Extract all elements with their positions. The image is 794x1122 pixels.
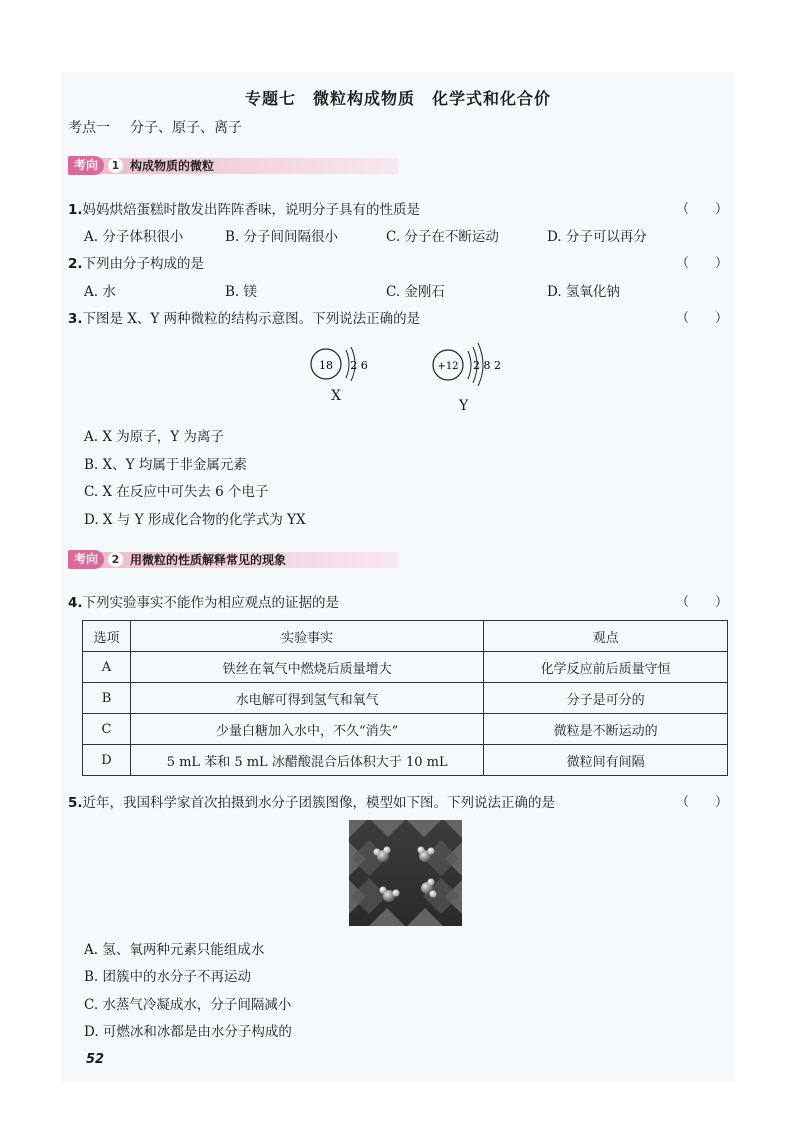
q3-option-c: C. X 在反应中可失去 6 个电子: [84, 484, 269, 500]
nucleus-charge: +12: [437, 361, 459, 372]
question-4-stem: 4.下列实验事实不能作为相应观点的证据的是: [68, 595, 340, 611]
question-number: 4.: [68, 595, 83, 611]
question-5-stem: 5.近年，我国科学家首次拍摄到水分子团簇图像，模型如下图。下列说法正确的是: [68, 795, 556, 811]
section-tag: 考向: [68, 550, 104, 569]
question-number: 1.: [68, 202, 83, 218]
electron-counts: 2 8 2: [473, 359, 501, 372]
table-row: [83, 652, 728, 683]
table-cell: A: [83, 652, 131, 683]
q2-option-d: D. 氢氧化钠: [547, 284, 620, 300]
table-row: [83, 745, 728, 776]
q1-option-d: D. 分子可以再分: [547, 229, 647, 245]
table-cell: 铁丝在氧气中燃烧后质量增大: [130, 652, 483, 683]
question-1-stem: 1.妈妈烘焙蛋糕时散发出阵阵香味，说明分子具有的性质是: [68, 202, 421, 218]
table-header-cell: 观点: [484, 621, 728, 652]
q5-option-b: B. 团簇中的水分子不再运动: [84, 969, 252, 985]
table-cell: D: [83, 745, 131, 776]
diagram-label-y: Y: [459, 398, 469, 414]
section-title: 构成物质的微粒: [130, 159, 215, 173]
question-2-stem: 2.下列由分子构成的是: [68, 256, 205, 272]
section-number: 1: [108, 158, 123, 173]
q2-option-b: B. 镁: [225, 284, 258, 300]
section-title: 用微粒的性质解释常见的现象: [130, 553, 287, 567]
page-number: 52: [86, 1052, 105, 1067]
table-cell: 少量白糖加入水中，不久“消失”: [130, 714, 483, 745]
q1-option-a: A. 分子体积很小: [84, 229, 184, 245]
nucleus-charge: 18: [319, 359, 333, 372]
answer-paren-1: （ ）: [676, 202, 729, 217]
question-number: 5.: [68, 795, 83, 811]
q2-option-c: C. 金刚石: [386, 284, 445, 300]
atom-diagram-y: [426, 338, 516, 386]
worksheet-page: [62, 72, 734, 1082]
electron-counts: 2 6: [350, 359, 368, 372]
section-header-2: [68, 550, 398, 569]
table-cell: 5 mL 苯和 5 mL 冰醋酸混合后体积大于 10 mL: [130, 745, 483, 776]
kaodian-heading: [68, 117, 242, 137]
q3-option-d: D. X 与 Y 形成化合物的化学式为 YX: [84, 512, 306, 528]
answer-paren-4: （ ）: [676, 595, 729, 610]
kaodian-label: 考点一: [68, 120, 110, 136]
question-3-stem: 3.下图是 X、Y 两种微粒的结构示意图。下列说法正确的是: [68, 311, 421, 327]
section-tag: 考向: [68, 156, 104, 175]
water-cluster-model-image: [349, 820, 462, 926]
page-title: 专题七 微粒构成物质 化学式和化合价: [244, 89, 551, 108]
atom-diagram-x: [302, 340, 382, 382]
q3-option-b: B. X、Y 均属于非金属元素: [84, 457, 247, 473]
electron-shell-1: [468, 351, 471, 379]
q5-option-d: D. 可燃冰和冰都是由水分子构成的: [84, 1024, 292, 1040]
evidence-table: [82, 620, 728, 776]
q1-option-b: B. 分子间间隔很小: [225, 229, 339, 245]
table-cell: 微粒是不断运动的: [484, 714, 728, 745]
q3-option-a: A. X 为原子，Y 为离子: [84, 429, 224, 445]
table-header-cell: 实验事实: [130, 621, 483, 652]
table-row: [83, 714, 728, 745]
answer-paren-3: （ ）: [676, 311, 729, 326]
section-number: 2: [108, 552, 123, 567]
question-number: 2.: [68, 256, 83, 272]
table-cell: B: [83, 683, 131, 714]
table-cell: 微粒间有间隔: [484, 745, 728, 776]
table-cell: 化学反应前后质量守恒: [484, 652, 728, 683]
table-cell: C: [83, 714, 131, 745]
q1-option-c: C. 分子在不断运动: [386, 229, 499, 245]
diagram-label-x: X: [331, 388, 341, 404]
answer-paren-5: （ ）: [676, 795, 729, 810]
q2-option-a: A. 水: [84, 284, 116, 300]
table-cell: 水电解可得到氢气和氧气: [130, 683, 483, 714]
section-header-1: [68, 156, 398, 175]
question-number: 3.: [68, 311, 83, 327]
table-header-row: [83, 621, 728, 652]
electron-shell-1: [346, 350, 349, 378]
q5-option-a: A. 氢、氧两种元素只能组成水: [84, 942, 265, 958]
table-row: [83, 683, 728, 714]
table-header-cell: 选项: [83, 621, 131, 652]
answer-paren-2: （ ）: [676, 256, 729, 271]
table-cell: 分子是可分的: [484, 683, 728, 714]
q5-option-c: C. 水蒸气冷凝成水，分子间隔减小: [84, 997, 292, 1013]
kaodian-text: 分子、原子、离子: [130, 120, 242, 136]
